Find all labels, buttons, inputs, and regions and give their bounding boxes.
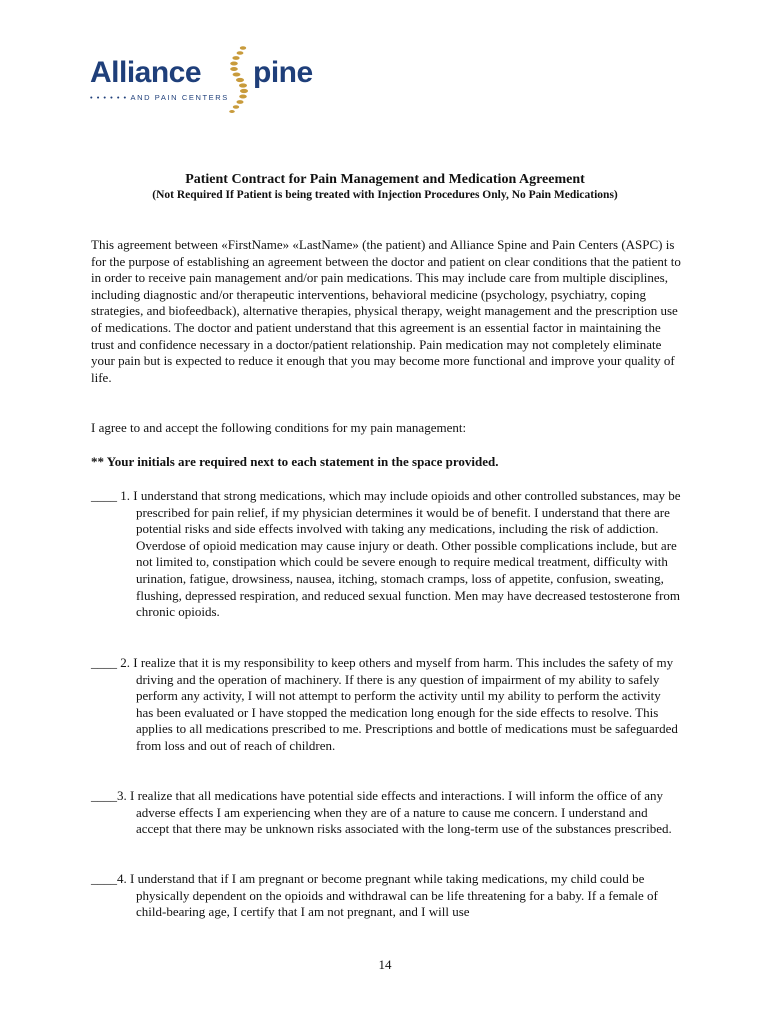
intro-paragraph: This agreement between «FirstName» «LastName» (the patient) and Alliance Spine and Pain Centers (ASPC) is for the purpose of establishing an agreement between the doctor and patient on clear conditions that the patient to in order to receive pain management and/or pain medications. This may include care from multiple disciplines, including diagnostic and/or therapeutic interventions, behavioral medicine (psychology, psychiatry, coping strategies, and biofeedback), alternative therapies, physical therapy, weight management and the prescription use of medications. The doctor and patient understand that this agreement is an essential factor in maintaining the trust and confidence necessary in a doctor/patient relationship. Pain medication may not completely eliminate your pain but is expected to reduce it enough that you may become more functional and improve your quality of life. [91, 237, 681, 385]
contract-item-4: ____4. I understand that if I am pregnant or become pregnant while taking medications, my child could be physically dependent on the opioids and withdrawal can be life threatening for a baby. If a female of child-bearing age, I certify that I am not pregnant, and I will use [91, 871, 658, 920]
document-subtitle: (Not Required If Patient is being treated with Injection Procedures Only, No Pain Medications) [152, 189, 618, 201]
contract-item-3: ____3. I realize that all medications have potential side effects and interactions. I will inform the office of any adverse effects I am experiencing when they are of a nature to cause me concern. I understand and accept that there may be unknown risks associated with the long-term use of the substances prescribed. [91, 788, 672, 837]
document-title: Patient Contract for Pain Management and Medication Agreement [185, 172, 585, 187]
spine-s-icon [226, 44, 252, 116]
logo-subtitle-text: AND PAIN CENTERS [130, 93, 229, 102]
logo-subtitle [90, 93, 229, 102]
alliance-spine-logo [90, 44, 340, 116]
agree-paragraph: I agree to and accept the following conditions for my pain management: [91, 420, 467, 435]
logo-name-left: Alliance [90, 56, 202, 89]
logo-dots: • • • • • • [90, 93, 128, 102]
initials-note: ** Your initials are required next to each statement in the space provided. [91, 454, 499, 469]
contract-item-2: ____ 2. I realize that it is my responsibility to keep others and myself from harm. This includes the safety of my driving and the operation of machinery. If there is any question of impairment of my ability to safely perform any activity, I will not attempt to perform the activity until my ability to perform the activity has been evaluated or I have stopped the medication long enough for the side effects to resolve. This applies to all medications prescribed to me. Prescriptions and bottle of medications must be safeguarded from loss and out of reach of children. [91, 655, 678, 753]
contract-item-1: ____ 1. I understand that strong medications, which may include opioids and other controlled substances, may be prescribed for pain relief, if my physician determines it would be of benefit. I understand that there are potential risks and side effects involved with taking any medications, including the risk of addiction. Overdose of opioid medication may cause injury or death. Other possible complications include, but are not limited to, constipation which could be severe enough to require medical treatment, difficulty with urination, fatigue, drowsiness, nausea, itching, stomach cramps, loss of appetite, confusion, sweating, flushing, depressed respiration, and reduced sexual function. Men may have decreased testosterone from chronic opioids. [91, 488, 681, 620]
logo-name-right: pine [253, 56, 313, 89]
page-number: 14 [378, 957, 392, 972]
